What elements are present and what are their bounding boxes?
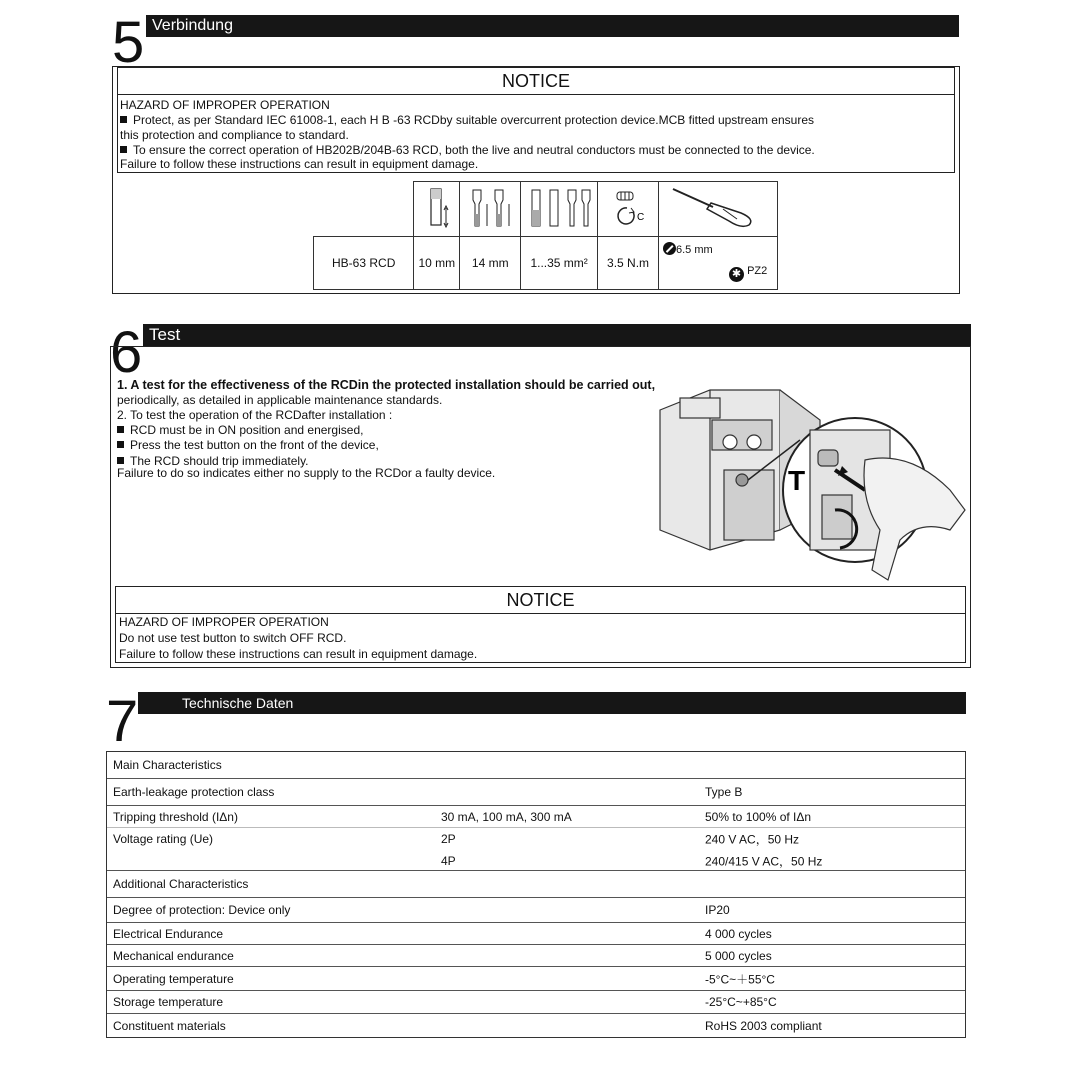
row-value: IP20 <box>705 903 730 917</box>
cable-section-icon <box>521 182 598 237</box>
row-value: RoHS 2003 compliant <box>705 1018 822 1033</box>
section-6-title-bar <box>143 324 971 346</box>
bullet-icon <box>117 426 124 433</box>
row-value: -5°C~＋55°C <box>705 972 775 986</box>
test-line-3: 2. To test the operation of the RCDafter installation : <box>117 408 393 422</box>
section-7-title-bar <box>138 692 966 714</box>
table-row <box>107 967 965 991</box>
section-6-title: Test <box>149 325 181 344</box>
strip-length-cell: 10 mm <box>414 237 460 290</box>
row-label: Electrical Endurance <box>113 926 224 941</box>
wiring-table <box>313 181 778 290</box>
notice-bullet-2 <box>120 143 815 158</box>
model-cell: HB-63 RCD <box>314 237 414 290</box>
table-row <box>107 779 965 806</box>
test-line-4: Failure to do so indicates either no supply to the RCDor a faulty device. <box>117 466 496 480</box>
row-label: Earth-leakage protection class <box>113 785 275 799</box>
row-middle: 2P <box>441 832 456 846</box>
flat-size: 6.5 mm <box>676 244 713 256</box>
group-heading: Main Characteristics <box>113 758 222 772</box>
bullet-icon <box>117 441 124 448</box>
section-7-title: Technische Daten <box>182 695 294 711</box>
torque-cell: 3.5 N.m <box>598 237 659 290</box>
strip-length-icon <box>414 182 460 237</box>
row-value: Type B <box>705 785 743 799</box>
row-value: 240/415 V AC，50 Hz <box>705 854 823 869</box>
bullet-icon <box>120 116 127 123</box>
notice-bullet-1-cont: this protection and compliance to standard. <box>120 128 349 142</box>
row-label: Constituent materials <box>113 1018 226 1033</box>
rcd-test-illustration <box>650 380 970 590</box>
group-heading: Additional Characteristics <box>113 877 249 891</box>
notice-line-2: Failure to follow these instructions can result in equipment damage. <box>119 647 478 661</box>
section-6-number: 6 <box>110 320 143 385</box>
table-row <box>107 923 965 945</box>
row-label: Operating temperature <box>113 971 234 986</box>
table-row <box>107 806 965 828</box>
hazard-heading: HAZARD OF IMPROPER OPERATION <box>120 98 330 112</box>
row-value: 4 000 cycles <box>705 926 772 941</box>
row-label: Voltage rating (Ue) <box>113 832 214 846</box>
wire-length-cell: 14 mm <box>460 237 521 290</box>
table-row <box>107 945 965 967</box>
screwdriver-icon <box>659 182 778 237</box>
table-row <box>107 991 965 1014</box>
notice-title: NOTICE <box>116 587 965 614</box>
pz-size: PZ2 <box>747 265 768 277</box>
table-row <box>107 871 965 898</box>
flat-screwdriver-icon <box>663 242 676 255</box>
test-bullet-1 <box>117 423 363 438</box>
screwdriver-cell <box>659 237 778 290</box>
notice-title: NOTICE <box>118 68 954 95</box>
section-5-number: 5 <box>112 10 145 75</box>
row-value: 240 V AC，50 Hz <box>705 832 800 847</box>
row-label: Degree of protection: Device only <box>113 903 291 917</box>
bullet-icon <box>120 146 127 153</box>
row-label: Mechanical endurance <box>113 948 234 963</box>
notice-failure: Failure to follow these instructions can result in equipment damage. <box>120 157 479 171</box>
row-label: Storage temperature <box>113 995 224 1009</box>
bullet-text: Protect, as per Standard IEC 61008-1, each H B -63 RCDby suitable overcurrent protection device.MCB fitted upstream ensures <box>133 113 814 127</box>
row-value: 50% to 100% of IΔn <box>705 809 812 824</box>
rotate-label: C <box>637 211 645 223</box>
bullet-text: RCD must be in ON position and energised, <box>130 423 364 437</box>
pozidriv-icon: ✱ <box>729 267 744 282</box>
torque-icon <box>598 182 659 237</box>
bullet-text: Press the test button on the front of the device, <box>130 438 379 452</box>
notice-bullet-1 <box>120 113 814 128</box>
row-middle: 4P <box>441 854 456 868</box>
hazard-heading: HAZARD OF IMPROPER OPERATION <box>119 615 329 629</box>
section-5-title: Verbindung <box>152 17 233 34</box>
test-button-letter: T <box>788 465 806 496</box>
table-row <box>107 752 965 779</box>
section-5-title-bar <box>146 15 959 37</box>
test-line-1: 1. A test for the effectiveness of the RCDin the protected installation should be carried out, <box>117 378 656 392</box>
notice-line-1: Do not use test button to switch OFF RCD. <box>119 631 347 645</box>
section-7-number: 7 <box>106 689 139 754</box>
row-label: Tripping threshold (IΔn) <box>113 809 238 824</box>
table-row <box>107 828 965 871</box>
table-row <box>107 898 965 923</box>
wire-length-icon <box>460 182 521 237</box>
table-row <box>107 1014 965 1037</box>
row-value: 5 000 cycles <box>705 948 772 963</box>
bullet-text: To ensure the correct operation of HB202B/204B-63 RCD, both the live and neutral conductors must be connected to the device. <box>133 143 815 157</box>
row-value: -25°C~+85°C <box>705 995 777 1009</box>
test-line-2: periodically, as detailed in applicable maintenance standards. <box>117 393 443 407</box>
test-bullet-2 <box>117 438 379 453</box>
row-middle: 30 mA, 100 mA, 300 mA <box>441 809 572 824</box>
tech-data-table <box>106 751 966 1038</box>
bullet-text: The RCD should trip immediately. <box>130 454 309 468</box>
cable-section-cell: 1...35 mm² <box>521 237 598 290</box>
bullet-icon <box>117 457 124 464</box>
